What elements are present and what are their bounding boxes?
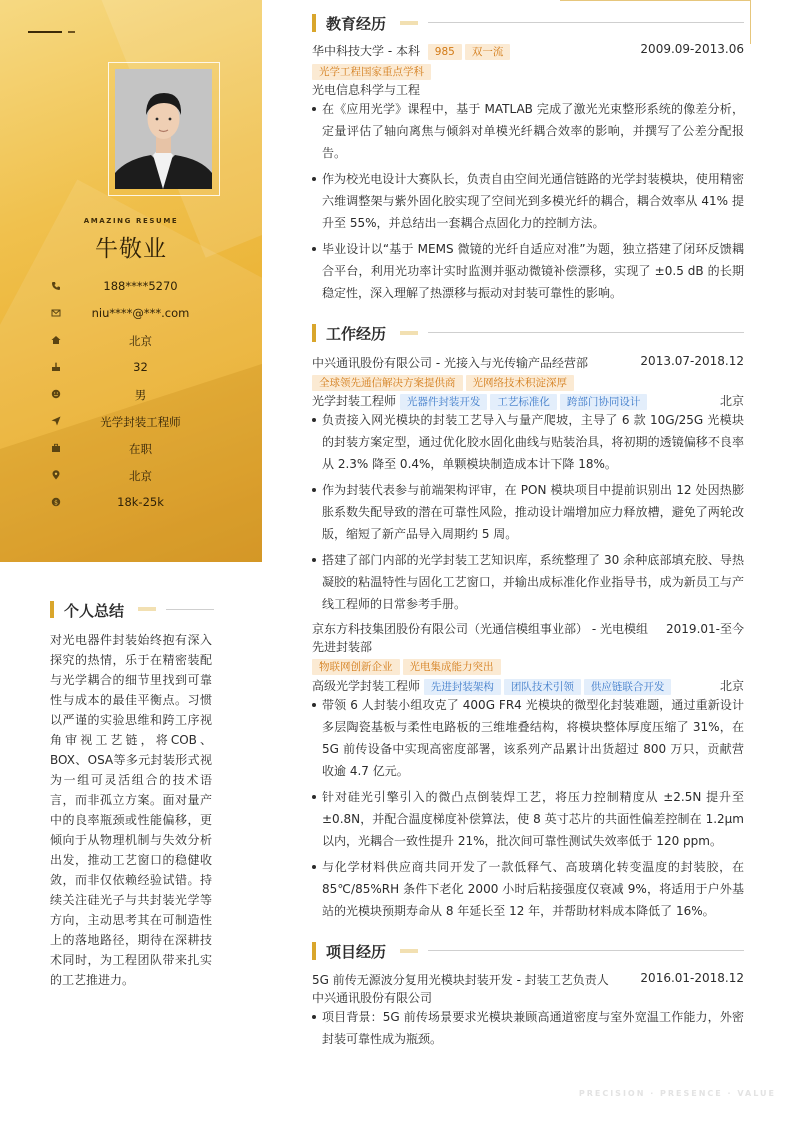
info-email: [0, 305, 262, 323]
section-accent-bar: [50, 601, 54, 618]
skill-tag: 工艺标准化: [490, 394, 557, 410]
candidate-name: 牛敬业: [95, 236, 167, 262]
phone-value: 188****5270: [103, 279, 178, 293]
education-title: 教育经历: [326, 15, 387, 33]
info-gender: [0, 386, 262, 404]
education-section-header: [312, 13, 744, 33]
company-tag: 全球领先通信解决方案提供商: [312, 375, 463, 391]
list-item: 作为封装代表参与前端架构评审，在 PON 模块项目中提前识别出 12 处因热膨胀系数失配导致的潜在可靠性风险，推动设计端增加应力释放槽，避免了两轮改版，缩短了新产品导入周期约 5 周。: [312, 479, 744, 545]
info-salary: [0, 494, 262, 512]
gender-value: 男: [134, 388, 147, 402]
section-accent-bar: [312, 14, 316, 32]
list-item: 毕业设计以“基于 MEMS 微镜的光纤自适应对准”为题，独立搭建了闭环反馈耦合平台，利用光功率计实时监测并驱动微镜补偿漂移，实现了 ±0.5 dB 的长期稳定性，深入理解了热漂移与振动对封装可靠性的影响。: [312, 238, 744, 304]
job-date: 2019.01-至今: [666, 622, 744, 636]
smile-icon: [50, 388, 62, 400]
location-pin-icon: [50, 469, 62, 481]
section-divider: [428, 22, 744, 23]
list-item: 负责接入网光模块的封装工艺导入与量产爬坡，主导了 6 款 10G/25G 光模块的封装方案定型，通过优化胶水固化曲线与贴装治具，将初期的透镜偏移不良率从 2.3% 降至 0.4%，单颗模块制造成本计下降 18%。: [312, 409, 744, 475]
education-major: 光电信息科学与工程: [312, 83, 421, 97]
job-position: 高级光学封装工程师: [312, 679, 421, 693]
education-date: 2009.09-2013.06: [640, 42, 744, 56]
company-tags-row: [312, 659, 744, 675]
work-section-header: [312, 323, 744, 343]
job-date: 2013.07-2018.12: [640, 354, 744, 368]
school-tag: 985: [428, 44, 462, 60]
info-age: [0, 359, 262, 377]
section-accent-bar: [312, 324, 316, 342]
job-company-row: [312, 620, 744, 656]
projects-section-header: [312, 941, 744, 961]
education-bullets: [312, 98, 744, 308]
list-item: 在《应用光学》课程中，基于 MATLAB 完成了激光光束整形系统的像差分析，定量评估了轴向离焦与倾斜对单模光纤耦合效率的影响，并撰写了公差分配报告。: [312, 98, 744, 164]
job-city: 北京: [719, 394, 744, 408]
decorative-pill: [400, 949, 418, 953]
section-divider: [166, 609, 214, 610]
info-phone: [0, 278, 262, 296]
school-tag: 双一流: [465, 44, 511, 60]
project-bullets: [312, 1006, 744, 1054]
skill-tag: 光器件封装开发: [400, 394, 488, 410]
list-item: 作为校光电设计大赛队长，负责自由空间光通信链路的光学封装模块，使用精密六维调整架与紫外固化胶实现了空间光到多模光纤的耦合，耦合效率从 41% 提升至 55%，并总结出一套耦合点固化力的控制方法。: [312, 168, 744, 234]
company-tag: 光网络技术积淀深厚: [466, 375, 575, 391]
home-value: 北京: [129, 334, 152, 348]
decorative-line: [750, 0, 751, 44]
decorative-pill: [138, 607, 156, 611]
education-tag-row: [312, 64, 744, 80]
list-item: 带领 6 人封装小组攻克了 400G FR4 光模块的微型化封装难题，通过重新设计多层陶瓷基板与柔性电路板的三维堆叠结构，将模块整体厚度压缩了 31%，在 5G 前传设备中实现高密度部署，该系列产品累计出货超过 800 万只，贡献营收逾 4.7 亿元。: [312, 694, 744, 782]
briefcase-icon: [50, 442, 62, 454]
summary-title: 个人总结: [64, 602, 125, 620]
skill-tag: 供应链联合开发: [584, 679, 672, 695]
skill-tag: 跨部门协同设计: [560, 394, 648, 410]
job-company-row: [312, 354, 744, 371]
job-position: 光学封装工程师: [312, 394, 397, 408]
job-bullets: [312, 694, 744, 926]
decorative-pill: [400, 331, 418, 335]
resume-tagline: AMAZING RESUME: [83, 217, 179, 225]
list-item: 项目背景：5G 前传场景要求光模块兼顾高通道密度与室外宽温工作能力，外密封装可靠性成为瓶颈。: [312, 1006, 744, 1050]
project-name: 5G 前传无源波分复用光模块封装开发 - 封装工艺负责人: [312, 973, 609, 987]
job-position-row: [312, 677, 744, 695]
job-position-row: [312, 392, 744, 410]
section-divider: [428, 332, 744, 333]
list-item: 与化学材料供应商共同开发了一款低释气、高玻璃化转变温度的封装胶，在 85℃/85%RH 条件下老化 2000 小时后粘接强度仅衰减 9%，将适用于户外基站的光模块预期寿命从 8 年延长至 12 年，并帮助材料成本降低了 16%。: [312, 856, 744, 922]
info-position: [0, 413, 262, 431]
info-home: [0, 332, 262, 350]
home-icon: [50, 334, 62, 346]
skill-tag: 先进封装架构: [424, 679, 501, 695]
status-value: 在职: [129, 442, 152, 456]
decorative-line: [68, 31, 75, 33]
work-title: 工作经历: [326, 325, 387, 343]
cake-icon: [50, 361, 62, 373]
company-name: 中兴通讯股份有限公司 - 光接入与光传输产品经营部: [312, 356, 588, 370]
info-status: [0, 440, 262, 458]
send-icon: [50, 415, 62, 427]
info-location: [0, 467, 262, 485]
school-name: 华中科技大学 - 本科: [312, 44, 420, 58]
phone-icon: [50, 280, 62, 292]
project-date: 2016.01-2018.12: [640, 971, 744, 985]
skill-tag: 团队技术引领: [504, 679, 581, 695]
money-icon: [50, 496, 62, 508]
svg-text:$: $: [54, 499, 58, 507]
discipline-tag: 光学工程国家重点学科: [312, 64, 431, 80]
job-bullets: [312, 409, 744, 619]
decorative-pill: [400, 21, 418, 25]
list-item: 针对硅光引擎引入的微凸点倒装焊工艺，将压力控制精度从 ±2.5N 提升至 ±0.8N，并配合温度梯度补偿算法，使 8 英寸芯片的共面性偏差控制在 1.2μm 以内，光耦合一致性提升 21%，批次间可靠性测试失效率低于 120 ppm。: [312, 786, 744, 852]
summary-text: 对光电器件封装始终抱有深入探究的热情，乐于在精密装配与光学耦合的细节里找到可靠性与成本的最佳平衡点。习惯以严谨的实验思维和跨工序视角审视工艺链，将COB、BOX、OSA等多元封装形式视为一组可灵活组合的技术语言，而非孤立方案。面对量产中的良率瓶颈或性能偏移，更倾向于从物理机制与失效分析出发，推动工艺窗口的稳健收敛，而非仅依赖经验试错。持续关注硅光子与共封装光学等方向，主动思考其在可制造性上的落地路径，期待在深耕技术同时，为工程团队带来扎实的工艺推进力。: [50, 633, 212, 987]
projects-title: 项目经历: [326, 943, 387, 961]
job-city: 北京: [719, 679, 744, 693]
company-tag: 光电集成能力突出: [403, 659, 501, 675]
email-value: niu****@***.com: [91, 306, 190, 320]
decorative-line: [560, 0, 750, 1]
salary-value: 18k-25k: [117, 495, 164, 509]
footer-tagline: PRECISION · PRESENCE · VALUE: [578, 1089, 776, 1098]
company-tag: 物联网创新企业: [312, 659, 400, 675]
project-name-row: [312, 971, 744, 988]
project-org: 中兴通讯股份有限公司: [312, 991, 433, 1005]
company-tags-row: [312, 375, 744, 391]
location-value: 北京: [129, 469, 152, 483]
education-school-row: [312, 42, 744, 60]
decorative-line: [28, 31, 62, 33]
mail-icon: [50, 307, 62, 319]
list-item: 搭建了部门内部的光学封装工艺知识库，系统整理了 30 余种底部填充胶、导热凝胶的粘温特性与固化工艺窗口，并输出成标准化作业指导书，成为新员工与产线工程师的日常参考手册。: [312, 549, 744, 615]
section-accent-bar: [312, 942, 316, 960]
company-name: 京东方科技集团股份有限公司（光通信模组事业部） - 光电模组先进封装部: [312, 622, 648, 654]
profile-photo: [115, 69, 212, 189]
age-value: 32: [133, 360, 148, 374]
section-divider: [428, 950, 744, 951]
position-value: 光学封装工程师: [100, 415, 181, 429]
